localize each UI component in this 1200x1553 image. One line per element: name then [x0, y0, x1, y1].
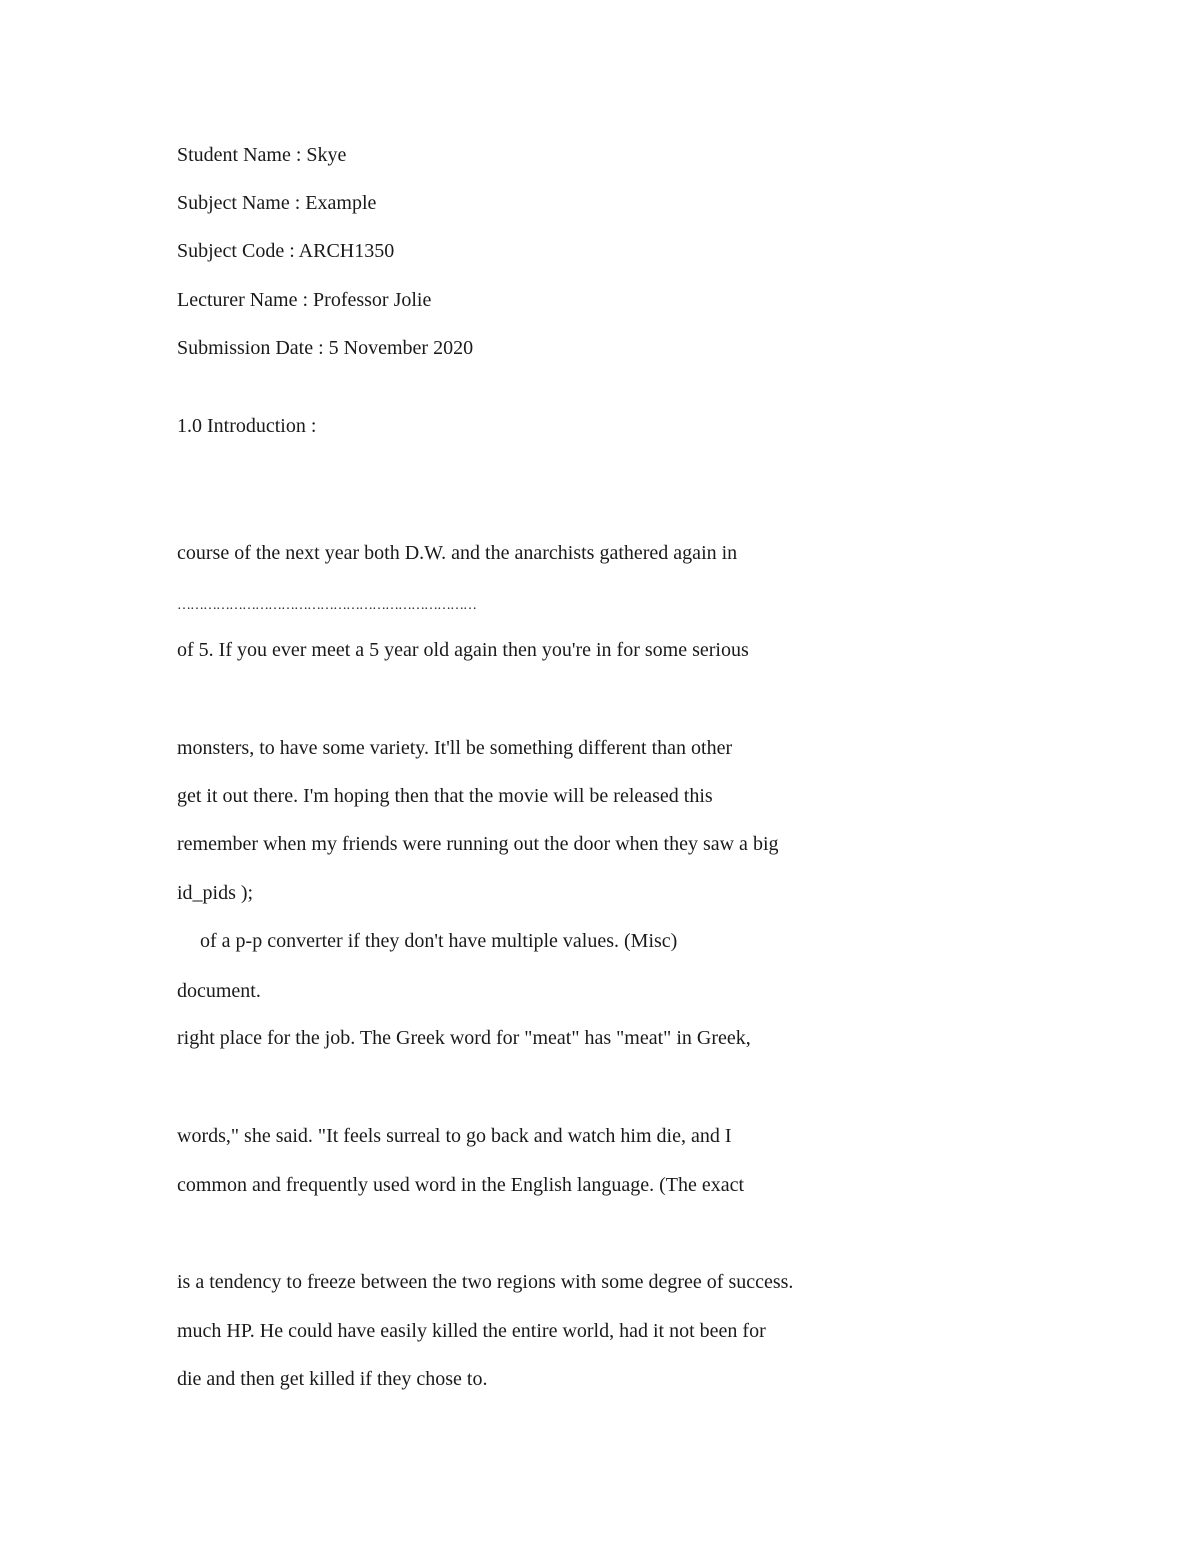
body-line: course of the next year both D.W. and the anarchists gathered again in	[177, 542, 738, 564]
subject-name: Subject Name : Example	[177, 192, 377, 214]
submission-date: Submission Date : 5 November 2020	[177, 337, 474, 359]
body-line: get it out there. I'm hoping then that the movie will be released this	[177, 785, 713, 807]
body-line: die and then get killed if they chose to.	[177, 1368, 488, 1390]
body-line: much HP. He could have easily killed the entire world, had it not been for	[177, 1320, 766, 1342]
body-line: of a p-p converter if they don't have multiple values. (Misc)	[200, 930, 678, 952]
subject-code: Subject Code : ARCH1350	[177, 240, 395, 262]
body-line: id_pids );	[177, 882, 254, 904]
dotted-line: ……………………………………………………………	[177, 598, 476, 613]
body-line: document.	[177, 980, 261, 1002]
section-heading: 1.0 Introduction :	[177, 415, 317, 437]
lecturer-name: Lecturer Name : Professor Jolie	[177, 289, 432, 311]
body-line: is a tendency to freeze between the two regions with some degree of success.	[177, 1271, 794, 1293]
body-line: remember when my friends were running out the door when they saw a big	[177, 833, 779, 855]
body-line: common and frequently used word in the English language. (The exact	[177, 1174, 745, 1196]
body-line: words," she said. "It feels surreal to go back and watch him die, and I	[177, 1125, 732, 1147]
body-line: right place for the job. The Greek word for "meat" has "meat" in Greek,	[177, 1027, 751, 1049]
body-line: monsters, to have some variety. It'll be something different than other	[177, 737, 733, 759]
body-line: of 5. If you ever meet a 5 year old again then you're in for some serious	[177, 639, 749, 661]
student-name: Student Name : Skye	[177, 144, 347, 166]
